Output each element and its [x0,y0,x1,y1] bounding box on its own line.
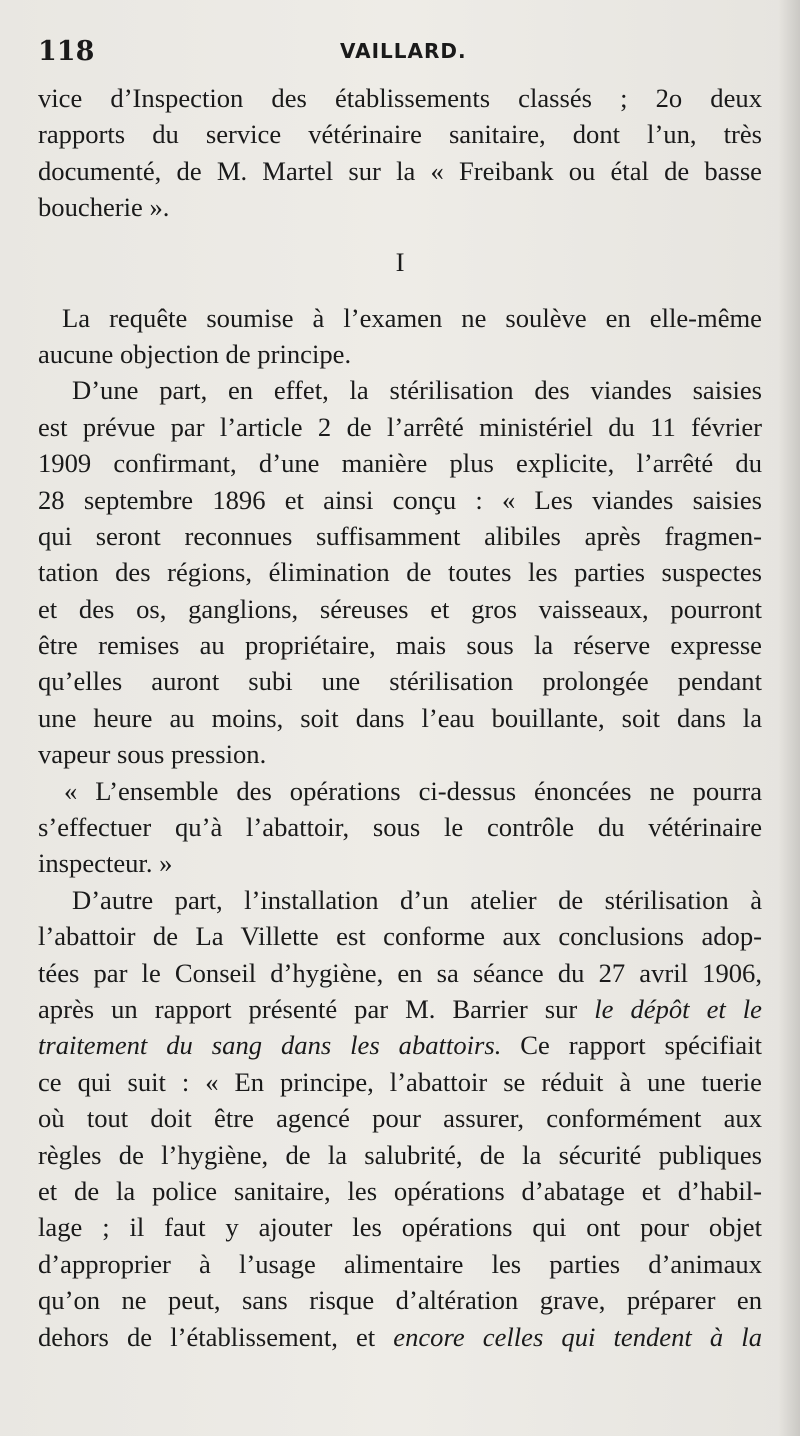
text-line: boucherie ». [38,192,170,223]
text-line-mixed [38,1319,762,1355]
text-line: tation des régions, élimination de toutes les parties suspectes [38,557,762,588]
italic-title-span: le dépôt et le [594,993,762,1024]
text-line: 28 septembre 1896 et ainsi conçu : « Les viandes saisies [38,484,762,515]
page-header [38,36,758,76]
text-line: règles de l’hygiène, de la salubrité, de la sécurité publiques [38,1139,762,1170]
text-line: d’approprier à l’usage alimentaire les parties d’animaux [38,1248,762,1279]
text-span: Ce rapport spécifiait [501,1030,762,1061]
text-line: et des os, ganglions, séreuses et gros vaisseaux, pourront [38,593,762,624]
text-line: une heure au moins, soit dans l’eau bouillante, soit dans la [38,702,762,733]
text-line: vice d’Inspection des établissements classés ; 2o deux [38,83,762,113]
text-line: La requête soumise à l’examen ne soulève en elle-même [62,302,762,333]
text-line: inspecteur. » [38,848,173,879]
section-heading-wrapper [38,226,762,282]
text-span: dehors de l’établissement, et [38,1321,394,1352]
text-line: « L’ensemble des opérations ci-dessus énoncées ne pourra [64,775,762,806]
italic-span: encore celles qui tendent à la [393,1321,762,1352]
text-line: qui seront reconnues suffisamment alibiles après fragmen- [38,520,762,551]
text-span: après un rapport présenté par M. Barrier sur [38,993,595,1024]
text-line: aucune objection de principe. [38,338,352,369]
text-line: 1909 confirmant, d’une manière plus explicite, l’arrêté du [38,448,762,479]
text-line: qu’elles auront subi une stérilisation prolongée pendant [38,666,762,697]
text-line: l’abattoir de La Villette est conforme aux conclusions adop- [38,921,762,952]
page-edge-shadow [778,0,800,1436]
text-line: ce qui suit : « En principe, l’abattoir se réduit à une tuerie [38,1066,762,1097]
text-line: où tout doit être agencé pour assurer, conformément aux [38,1103,762,1134]
section-number: I [395,246,405,277]
text-line: s’effectuer qu’à l’abattoir, sous le contrôle du vétérinaire [38,812,762,843]
body-text [38,80,762,1355]
text-line: qu’on ne peut, sans risque d’altération grave, préparer en [38,1285,762,1316]
text-line: est prévue par l’article 2 de l’arrêté ministériel du 11 février [38,411,762,442]
text-line-mixed [38,991,762,1027]
text-line: documenté, de M. Martel sur la « Freibank ou étal de basse [38,155,762,186]
text-line: tées par le Conseil d’hygiène, en sa séance du 27 avril 1906, [38,957,762,988]
text-line: rapports du service vétérinaire sanitaire, dont l’un, très [38,119,762,150]
text-line: lage ; il faut y ajouter les opérations qui ont pour objet [38,1212,762,1243]
page-number: 118 [38,36,95,67]
text-line-mixed [38,1027,762,1063]
running-head: VAILLARD. [340,39,467,63]
italic-title-span: traitement du sang dans les abattoirs. [38,1030,502,1061]
text-line: et de la police sanitaire, les opérations d’abatage et d’habil- [38,1175,762,1206]
text-line: être remises au propriétaire, mais sous la réserve expresse [38,630,762,661]
text-line: D’autre part, l’installation d’un atelier de stérilisation à [72,884,762,915]
text-line: D’une part, en effet, la stérilisation des viandes saisies [72,375,762,406]
text-line: vapeur sous pression. [38,739,267,770]
